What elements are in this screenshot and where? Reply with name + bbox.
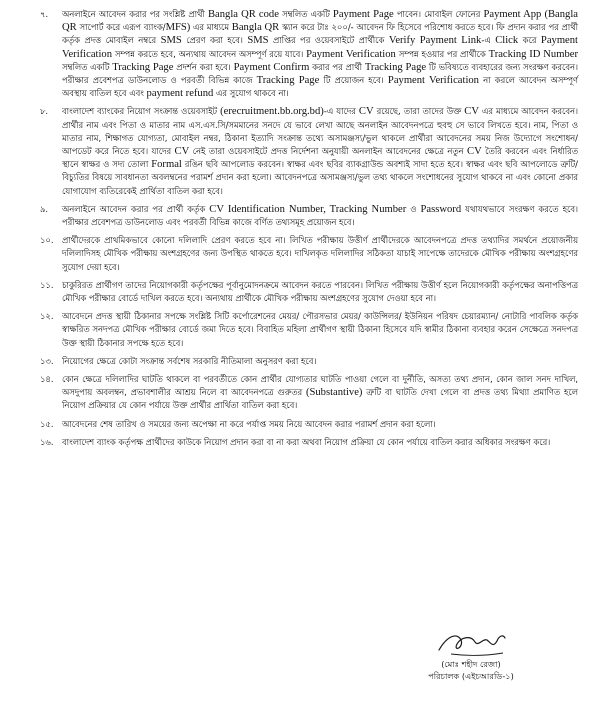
instruction-list (40, 8, 578, 449)
item-text-segment: প্রদর্শন করা হবে। (173, 61, 234, 72)
handwritten-signature (431, 626, 511, 658)
item-text (62, 105, 578, 197)
item-text-segment: প্রাপ্তির পর ওয়েবসাইটে প্রার্থীকে (268, 35, 389, 46)
instruction-item (40, 234, 578, 274)
item-text-segment: CV (464, 106, 479, 118)
item-number: ১১. (40, 279, 54, 290)
item-text-segment: Payment Confirm (233, 61, 310, 73)
item-text-segment: CV (467, 146, 482, 158)
item-text-segment: Password (420, 203, 462, 215)
item-text-segment: সম্বলিত একটি (278, 9, 333, 19)
item-text-segment: Payment Verification (387, 75, 479, 87)
instruction-item (40, 105, 578, 197)
item-number: ৭. (40, 9, 49, 19)
item-text-segment: (erecruitment.bb.org.bd) (220, 106, 324, 118)
item-text-segment: টি প্রয়োজন হবে। (319, 75, 388, 86)
item-text-segment: Formal (151, 159, 182, 171)
item-text (62, 203, 578, 229)
item-text-segment: আবেদনে প্রদত্ত স্থায়ী ঠিকানার সপক্ষে সংশ্লিষ্ট সিটি কর্পোরেশনের মেয়র/ পৌরসভার মেয়র/ কাউন্সিলর/ ইউনিয়ন পরিষদ চেয়ারম্যান/ নোটারি পাবলিক কর্তৃক স্বাক্ষরিত সনদপত্র মৌখিক পরীক্ষার বোর্ডে জমা দিতে হবে। বিবাহিত মহিলা প্রার্থীগণ স্থায়ী ঠিকানা হিসেবে যদি স্বামীর ঠিকানা ব্যবহার করেন সেক্ষেত্রে সনদপত্র উক্ত স্থায়ী ঠিকানার সপক্ষে হতে হবে। (62, 311, 578, 348)
item-number: ৯. (40, 203, 49, 214)
item-text-segment: করার পর প্রার্থী (309, 61, 365, 72)
item-number: ৮. (40, 106, 49, 117)
item-text (62, 355, 578, 368)
item-text-segment: Verify Payment Link (388, 35, 482, 47)
item-text-segment: Bangla QR (231, 22, 280, 34)
item-text-segment: Tracking Page (112, 61, 174, 73)
instruction-item (40, 418, 578, 431)
instruction-item (40, 8, 578, 100)
item-text (62, 436, 578, 449)
signatory-name: (মোঃ শহীদ রেজা) (441, 659, 501, 669)
item-text-segment: Payment Verification (306, 48, 396, 60)
instruction-item (40, 310, 578, 350)
item-number: ১৩. (40, 355, 54, 366)
item-text (62, 279, 578, 305)
item-text-segment: আবেদনের শেষ তারিখ ও সময়ের জন্য অপেক্ষা না করে পর্যাপ্ত সময় নিয়ে আবেদন করার পরামর্শ প্রদান করা হলো। (62, 418, 436, 429)
item-text-segment: এর মাধ্যমে আবেদন করবেন। প্রার্থীর নাম এবং পিতা ও মাতার নাম এস.এস.সি/সমমানের সনদে যে ভাবে লেখা আছে অনলাইন আবেদনপত্রে হুবহু সে ভাবে লিখতে হবে। নাম, পিতা ও মাতার নাম, শিক্ষাগত যোগ্যতা, মোবাইল নম্বর, ঠিকানা ইত্যাদি সংক্রান্ত তথ্যে অসামঞ্জস্য/ভুল থাকলে প্রার্থীরা আবেদনের সময় নিজ উদ্যোগে সংশোধন/আপডেট করে নিতে হবে। যাদের (62, 106, 579, 157)
item-text-segment: নিয়োগের ক্ষেত্রে কোটা সংক্রান্ত সর্বশেষ সরকারি নীতিমালা অনুসরণ করা হবে। (62, 355, 317, 366)
item-text-segment: CV Identification Number, Tracking Number (209, 203, 407, 215)
item-text-segment: যথাযথভাবে সংরক্ষণ করতে হবে। পরীক্ষার প্রবেশপত্র ডাউনলোড এবং পরবর্তী বিভিন্ন কাজে বর্ণিত তথ্যসমূহ প্রয়োজন হবে। (62, 203, 579, 228)
signatory-title: পরিচালক (এইচআরডি-১) (428, 671, 514, 681)
item-text-segment: সম্বলিত একটি (62, 61, 113, 72)
item-text-segment: প্রার্থীদেরকে প্রাথমিকভাবে কোনো দলিলাদি প্রেরণ করতে হবে না। লিখিত পরীক্ষায় উত্তীর্ণ প্রার্থীদেরকে আবেদনপত্রে প্রদত্ত তথ্যাদির সমর্থনে প্রয়োজনীয় দলিলাদিসহ মৌখিক পরীক্ষায় অংশগ্রহণের জন্য উপস্থিত থাকতে হবে। দাখিলকৃত দলিলাদির সঠিকতা যাচাই সাপেক্ষে তাদেরকে মৌখিক পরীক্ষায় অংশগ্রহণের সুযোগ দেয়া হবে। (62, 235, 578, 272)
item-text-segment: (Substantive) (305, 387, 363, 399)
item-text-segment: বাংলাদেশ ব্যাংক কর্তৃপক্ষ প্রার্থীদের কাউকে নিয়োগ প্রদান করা বা না করা অথবা নিয়োগ প্রক্রিয়া যে কোন পর্যায়ে বাতিল করার অধিকার সংরক্ষণ করে। (62, 436, 551, 447)
item-number: ১৫. (40, 418, 54, 429)
item-text-segment: রঙিন ছবি আপলোড করবেন। স্বাক্ষর এবং ছবির ব্যাকগ্রাউন্ড অবশ্যই সাদা হতে হবে। স্বাক্ষর এবং ছবি আপলোডে ত্রুটি/বিচ্যুতির বিষয়ে সাবধানতা অবলম্বনের পরামর্শ প্রদান করা হলো। আবেদনপত্রে অসামঞ্জস্য/ভুল তথ্য থাকলে সংশোধনের সুযোগ থাকবে না এবং কোনো প্রকার যোগাযোগ ব্যতিরেকেই প্রার্থিতা বাতিল করা হবে। (62, 159, 579, 196)
item-text-segment: payment refund (146, 88, 214, 100)
item-text-segment: করে (518, 35, 541, 46)
item-text-segment: CV (174, 146, 190, 158)
item-text-segment: অনলাইনে আবেদন করার পর প্রার্থী কর্তৃক (62, 203, 210, 214)
item-text-segment: টি ভবিষ্যতে ব্যবহারের জন্য সংরক্ষণ করবেন। পরীক্ষার প্রবেশপত্র ডাউনলোড ও পরবর্তী বিভিন্ন কাজে (62, 61, 578, 86)
item-number: ১৪. (40, 374, 54, 385)
item-text-segment: কোন ক্ষেত্রে দলিলাদির ঘাটতি থাকলে বা পরবর্তীতে কোন প্রার্থীর যোগ্যতার ঘাটতি পাওয়া গেলে বা দুর্নীতি, অসত্য তথ্য প্রদান, কোন জাল সনদ দাখিল, অসদুপায় অবলম্বন, প্রভাবশালীর আশ্রয় নিলে বা আবেদনপত্রে গুরুতর (62, 374, 578, 398)
instruction-item (40, 203, 578, 229)
item-text-segment: Bangla QR code (207, 9, 279, 20)
item-text-segment: Payment App (Bangla QR (62, 9, 578, 34)
item-text-segment: প্রেরণ করা হবে। (181, 35, 248, 46)
item-text (62, 373, 578, 413)
item-number: ১২. (40, 311, 54, 322)
item-number: ১০. (40, 235, 54, 246)
item-text (62, 8, 578, 100)
item-text-segment: MFS) (165, 22, 191, 34)
item-text-segment: -এ (481, 35, 496, 46)
item-text-segment: SMS (247, 35, 269, 47)
item-text-segment: চাকুরিরত প্রার্থীগণ তাদের নিয়োগকারী কর্তৃপক্ষের পূর্বানুমোদনক্রমে আবেদন করতে পারবেন। লিখিত পরীক্ষায় উত্তীর্ণ হলে নিয়োগকারী কর্তৃপক্ষের অনাপত্তিপত্র মৌখিক পরীক্ষার বোর্ডে দাখিল করতে হবে। অন্যথায় প্রার্থীকে মৌখিক পরীক্ষায় অংশগ্রহণের সুযোগ দেওয়া হবে না। (62, 279, 578, 304)
item-text-segment: SMS (160, 35, 182, 47)
item-text-segment: -এ যাদের (323, 106, 359, 117)
item-text-segment: ত্রুটি বা ঘাটতি দেখা গেলে বা প্রদত্ত তথ্য মিথ্যা প্রমাণিত হলে নিয়োগ প্রক্রিয়ার যে কোন পর্যায়ে উক্ত প্রার্থীর প্রার্থিতা বাতিল করা হবে। (62, 387, 579, 411)
item-text-segment: স্ক্যান করে টাঃ ২০০/- আবেদন ফি হিসেবে পরিশোধ করতে হবে। ফি প্রদান করার পর প্রার্থী কর্তৃক প্রদত্ত মোবাইল নম্বরে (62, 22, 579, 46)
item-text-segment: Payment Verification (62, 35, 578, 60)
item-number: ১৬. (40, 436, 54, 447)
item-text-segment: Payment Page (332, 9, 394, 20)
item-text-segment: অনলাইনে আবেদন করার পর সংশ্লিষ্ট প্রার্থী (62, 9, 208, 19)
item-text-segment: সাপোর্ট করে এরূপ ব্যাংক/ (76, 22, 166, 33)
instruction-item (40, 279, 578, 305)
item-text-segment: রয়েছে, তারা তাদের উক্ত (373, 106, 465, 117)
instruction-item (40, 436, 578, 449)
item-text-segment: এর সুযোগ থাকবে না। (213, 88, 289, 99)
item-text-segment: পাবেন। মোবাইল ফোনের (393, 9, 484, 19)
item-text-segment: CV (358, 106, 374, 118)
item-text-segment: সম্পন্ন করতে হবে, অন্যথায় আবেদন অসম্পূর্ণ রয়ে যাবে। (112, 48, 307, 59)
item-text-segment: সম্পন্ন হওয়ার পর প্রার্থীকে (395, 48, 489, 59)
item-text-segment: তৈরি করবেন এবং নির্ধারিত স্থানে স্বাক্ষর ও সদ্য তোলা (62, 146, 579, 170)
instruction-item (40, 355, 578, 368)
item-text (62, 418, 578, 431)
item-text-segment: Tracking ID Number (488, 48, 578, 60)
item-text-segment: বাংলাদেশ ব্যাংকের নিয়োগ সংক্রান্ত ওয়েবসাইট (62, 106, 221, 117)
item-text-segment: Tracking Page (256, 75, 320, 87)
item-text (62, 310, 578, 350)
item-text-segment: Click (495, 35, 519, 47)
instruction-item (40, 373, 578, 413)
signature-block (406, 626, 536, 682)
item-text-segment: ও (406, 203, 421, 214)
item-text-segment: না করলে আবেদন অসম্পূর্ণ অবস্থায় বাতিল হবে এবং (62, 75, 578, 99)
item-text-segment: নেই তারা ওয়েবসাইটে প্রদত্ত নির্দেশনা অনুযায়ী অনলাইন আবেদনের ক্ষেত্রে নতুন (189, 146, 468, 157)
item-text (62, 234, 578, 274)
item-text-segment: Tracking Page (364, 61, 427, 73)
item-text-segment: এর মাধ্যমে (190, 22, 232, 33)
